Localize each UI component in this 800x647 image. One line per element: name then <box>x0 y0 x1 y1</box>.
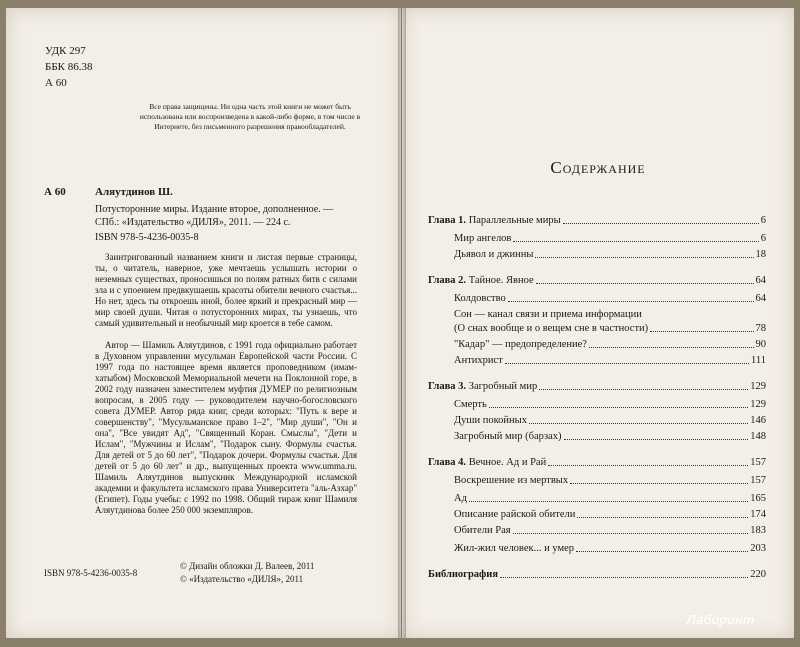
udk-block <box>45 43 92 91</box>
toc-item: Жил-жил человек... и умер 203 <box>454 543 766 554</box>
toc-item: Ад 165 <box>454 493 766 504</box>
copyright-cover: © Дизайн обложки Д. Валеев, 2011 <box>180 561 315 571</box>
author-bio-text: Автор — Шамиль Аляутдинов, с 1991 года официально работает в Духовном управлении мусульман Европейской части России. С 1997 года по настоящее время является проповедником (имам-хатыбом) Московской Мемориальной мечети на Поклонной горе, в 2002 году назначен заместителем муфтия ДУМЕР по религиозным вопросам, в 2005 году — руководителем научно-богословского совета ДУМЕР. Автор ряда книг, среди которых: "Путь к вере и совершенству", "Мусульманское право 1–2", "Мир души", "Он и она", "Все увидят Ад", "Священный Коран. Смыслы", "Дети и Ислам", "Мужчины и Ислам", "Подарок сыну. Формулы счастья. Для детей от 5 до 60 лет", "Подарок дочери. Формулы счастья. Для детей от 5 до 60 лет" и др., выпущенных проекта www.umma.ru. Шамиль Аляутдинов выпускник Международной исламской академии и факультета исламского права Университета "аль-Азхар" (Египет). Годы учебы: с 1992 по 1998. Общий тираж книг Шамиля Аляутдинова более 250 000 экземпляров. <box>95 340 357 515</box>
toc-item: Загробный мир (барзах) 148 <box>454 431 766 442</box>
toc-item: Смерть 129 <box>454 399 766 410</box>
book-gutter <box>398 8 406 638</box>
toc-chapter-2 <box>428 274 766 287</box>
chapter-title: Тайное. Явное <box>468 275 534 286</box>
bbk-line: ББК 86.38 <box>45 61 93 73</box>
toc-bibliography <box>428 568 766 581</box>
toc-item: Антихрист 111 <box>454 355 766 366</box>
chapter-page: 64 <box>755 275 766 286</box>
book-description: Потусторонние миры. Издание второе, дополненное. — СПб.: «Издательство «ДИЛЯ», 2011. — 224 с. <box>95 204 334 228</box>
chapter-page: 157 <box>750 457 766 468</box>
copyright-publisher: © «Издательство «ДИЛЯ», 2011 <box>180 574 304 584</box>
toc-item: Воскрешение из мертвых 157 <box>454 475 766 486</box>
author-mark-line: А 60 <box>45 77 67 89</box>
annotation-text: Заинтригованный названием книги и листая первые страницы, ты, о читатель, наверное, уже мечтаешь услышать истории о неземных существах, проносишься по полям ратных битв с силами зла и с упоением предвкушаешь красоты обители вечного счастья... Но нет, здесь ты откроешь иной, более яркий и прекрасный мир — мир своей души. Читая о потусторонних мирах, ты узнаешь, что самый удивительный и необычный мир кроется в тебе самом. <box>95 252 357 328</box>
labirint-watermark: Лабиринт <box>687 612 755 627</box>
udk-line: УДК 297 <box>45 45 86 57</box>
toc-item-line2: (О снах вообще и о вещем сне в частности) 78 <box>454 323 766 334</box>
toc-chapter-1 <box>428 214 766 227</box>
toc-item: Колдовство 64 <box>454 293 766 304</box>
copyright-block <box>180 560 314 586</box>
toc-chapter-4 <box>428 456 766 469</box>
toc-item-line1: Сон — канал связи и приема информации <box>454 309 642 320</box>
chapter-label: Глава 3. <box>428 381 467 392</box>
rights-notice: Все права защищены. Ни одна часть этой книги не может быть использована или воспроизведена в какой-либо форме, в том числе в Интернете, без письменного разрешения правообладателей. <box>139 102 361 131</box>
chapter-title: Параллельные миры <box>468 215 561 226</box>
chapter-title: Вечное. Ад и Рай <box>468 457 547 468</box>
chapter-label: Глава 2. <box>428 275 467 286</box>
toc-item: Обители Рая 183 <box>454 525 766 536</box>
chapter-title: Загробный мир <box>468 381 538 392</box>
toc-item: Души покойных 146 <box>454 415 766 426</box>
toc-title: Содержание <box>550 158 646 177</box>
toc-item: Мир ангелов 6 <box>454 233 766 244</box>
bibliography-title: Библиография <box>428 569 499 580</box>
author-mark: А 60 <box>44 186 66 198</box>
chapter-page: 6 <box>760 215 766 226</box>
author-name: Аляутдинов Ш. <box>95 186 173 198</box>
isbn-line: ISBN 978-5-4236-0035-8 <box>95 232 199 243</box>
toc-item: Описание райской обители 174 <box>454 509 766 520</box>
chapter-page: 129 <box>750 381 766 392</box>
toc-item: Дьявол и джинны 18 <box>454 249 766 260</box>
toc-chapter-3 <box>428 380 766 393</box>
chapter-label: Глава 1. <box>428 215 467 226</box>
toc-item: "Кадар" — предопределение? 90 <box>454 339 766 350</box>
bibliography-page: 220 <box>750 569 766 580</box>
chapter-label: Глава 4. <box>428 457 467 468</box>
isbn-bottom: ISBN 978-5-4236-0035-8 <box>44 568 138 578</box>
